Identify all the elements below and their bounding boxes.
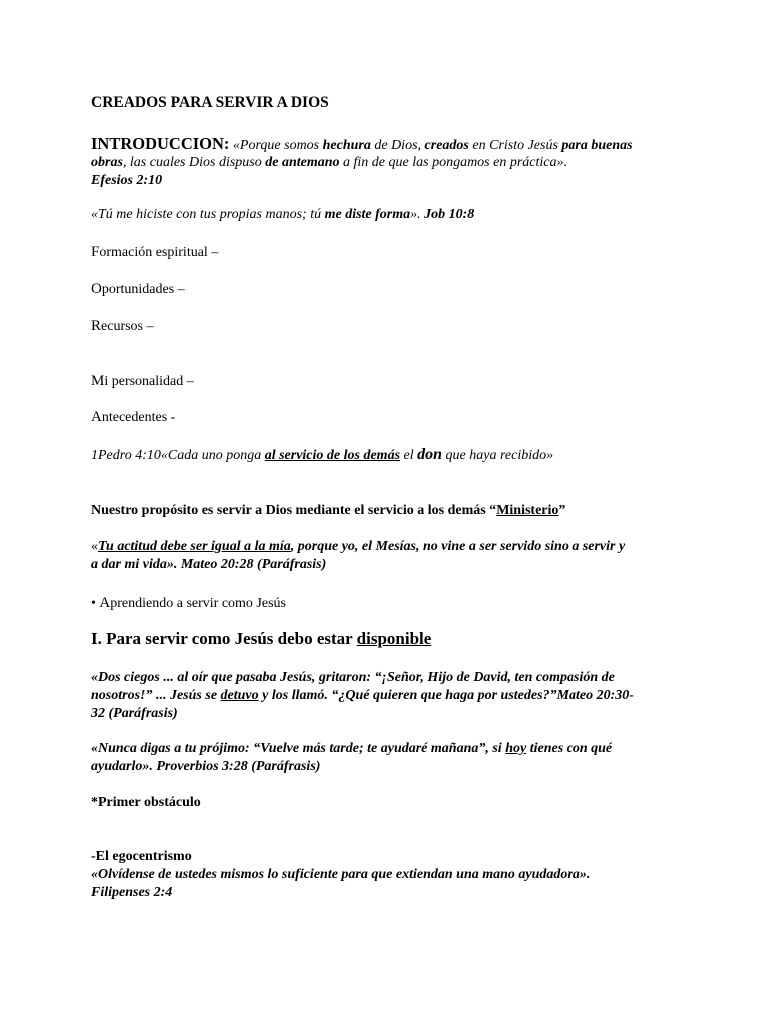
purpose-text: Nuestro propósito es servir a Dios mediante el servicio a los demás “ — [91, 503, 497, 518]
intro-line-2 — [91, 154, 567, 172]
mateo-line-2: a dar mi vida». Mateo 20:28 (Paráfrasis) — [91, 557, 327, 572]
shape-initial: R — [91, 318, 102, 334]
quote-emphasis: Tu actitud debe ser igual a la mía — [98, 539, 291, 554]
job-quote — [91, 206, 474, 224]
shape-initial: O — [91, 281, 102, 297]
quote-text: que haya recibido» — [442, 448, 554, 463]
ego-reference: Filipenses 2:4 — [91, 885, 173, 900]
intro-reference: Efesios 2:10 — [91, 173, 163, 188]
intro-text: de Dios, — [370, 138, 425, 153]
shape-text: ntecedentes - — [101, 410, 176, 425]
quote-text: , porque yo, el Mesías, no vine a ser servido sino a servir y — [290, 539, 626, 554]
quote-text: tienes con qué — [526, 741, 613, 756]
page-title: CREADOS PARA SERVIR A DIOS — [91, 94, 329, 111]
quote-text: nosotros!” ... Jesús se — [91, 688, 221, 703]
ciegos-line-3: 32 (Paráfrasis) — [91, 706, 178, 721]
quote-emphasis: don — [417, 446, 443, 463]
quote-emphasis: hoy — [505, 741, 527, 756]
quote-text: «Tú me hiciste con tus propias manos; tú — [91, 207, 325, 222]
intro-line-1 — [91, 135, 633, 155]
intro-text: a fin de que las pongamos en práctica». — [339, 155, 568, 170]
shape-text: ormación espiritual – — [99, 245, 219, 260]
prov-line-1 — [91, 740, 612, 758]
heading-keyword: disponible — [356, 629, 432, 648]
quote-text: «Nunca digas a tu prójimo: “Vuelve más tarde; te ayudaré mañana”, si — [91, 741, 506, 756]
prov-line-2: ayudarlo». Proverbios 3:28 (Paráfrasis) — [91, 759, 321, 774]
quote-text: « — [91, 539, 98, 554]
intro-text: en Cristo Jesús — [468, 138, 562, 153]
bullet-text: prendiendo a servir como Jesús — [110, 596, 286, 611]
pedro-quote — [91, 446, 553, 465]
shape-item-oportunidades — [91, 280, 185, 299]
shape-item-personalidad — [91, 372, 194, 391]
quote-text: el — [400, 448, 418, 463]
purpose-text: ” — [558, 503, 566, 518]
quote-emphasis: me diste forma — [324, 207, 411, 222]
shape-item-formacion — [91, 243, 218, 262]
quote-text: ». — [410, 207, 425, 222]
ego-heading: -El egocentrismo — [91, 849, 192, 864]
bullet-item — [91, 594, 286, 613]
intro-emphasis: de antemano — [265, 155, 340, 170]
intro-label: INTRODUCCION: — [91, 134, 230, 153]
intro-text: , las cuales Dios dispuso — [122, 155, 266, 170]
shape-initial: A — [91, 409, 102, 425]
intro-emphasis: hechura — [322, 138, 371, 153]
quote-text: y los llamó. “¿Qué quieren que haga por ustedes?”Mateo 20:30- — [258, 688, 634, 703]
ego-quote: «Olvídense de ustedes mismos lo suficiente para que extiendan una mano ayudadora». — [91, 867, 591, 882]
bullet-initial: A — [99, 595, 111, 611]
bullet-icon: • — [91, 596, 96, 611]
shape-initial: M — [91, 373, 105, 389]
purpose-statement — [91, 502, 565, 520]
heading-text: I. Para servir como Jesús debo estar — [91, 629, 357, 648]
intro-emphasis: obras — [91, 155, 123, 170]
ciegos-line-2 — [91, 687, 634, 705]
quote-emphasis: detuvo — [220, 688, 259, 703]
shape-initial: F — [91, 244, 100, 260]
shape-text: ecursos – — [101, 319, 154, 334]
intro-text: «Porque somos — [232, 138, 323, 153]
quote-text: 1Pedro 4:10«Cada uno ponga — [91, 448, 265, 463]
section-heading-1 — [91, 629, 431, 649]
obstacle-heading: *Primer obstáculo — [91, 795, 201, 810]
quote-emphasis: al servicio de los demás — [264, 448, 401, 463]
shape-item-antecedentes — [91, 408, 175, 427]
shape-text: portunidades – — [101, 282, 185, 297]
quote-reference: Job 10:8 — [424, 207, 475, 222]
intro-emphasis: creados — [424, 138, 469, 153]
purpose-keyword: Ministerio — [496, 503, 559, 518]
shape-text: i personalidad – — [104, 374, 194, 389]
shape-item-recursos — [91, 317, 154, 336]
ciegos-line-1: «Dos ciegos ... al oír que pasaba Jesús, gritaron: “¡Señor, Hijo de David, ten compasión de — [91, 670, 615, 685]
mateo-line-1 — [91, 538, 625, 556]
intro-emphasis: para buenas — [561, 138, 633, 153]
